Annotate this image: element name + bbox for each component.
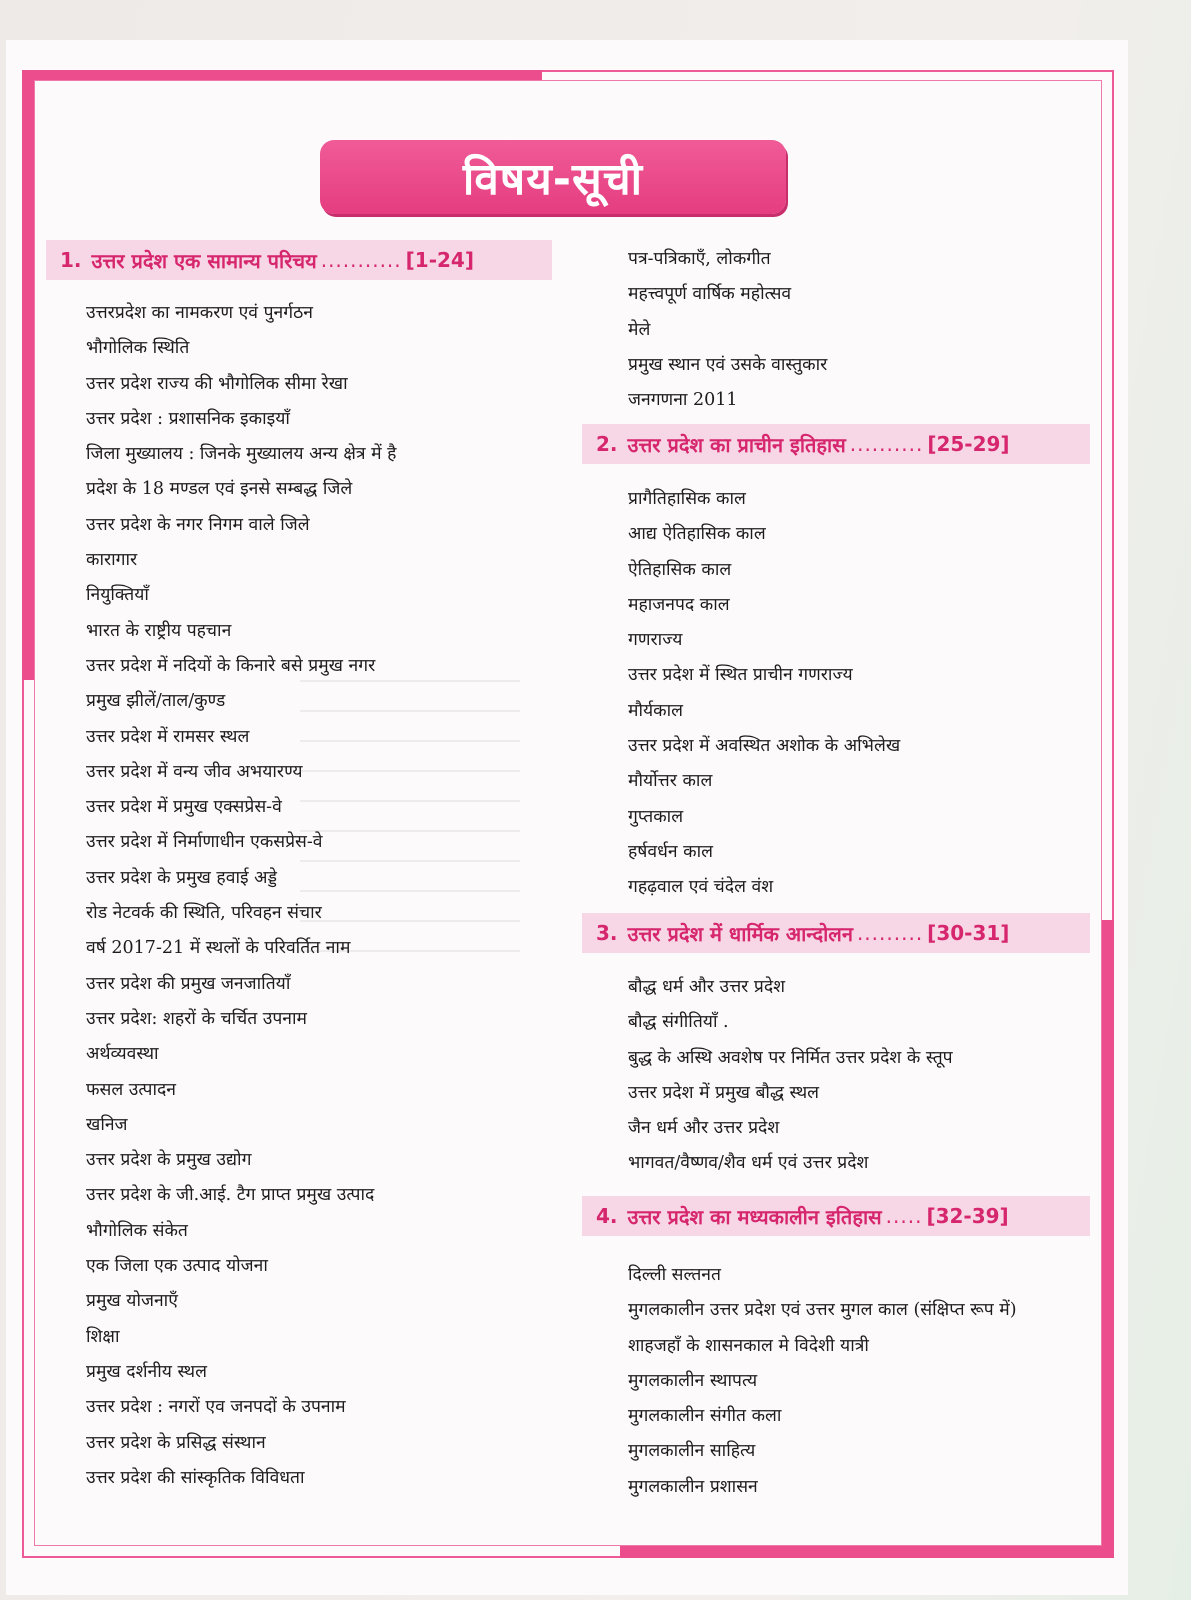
toc-entry: उत्तर प्रदेश : नगरों एव जनपदों के उपनाम: [86, 1397, 346, 1418]
section-title: उत्तर प्रदेश का मध्यकालीन इतिहास: [627, 1204, 882, 1229]
toc-entry: भारत के राष्ट्रीय पहचान: [86, 620, 232, 641]
toc-entry: प्रमुख योजनाएँ: [86, 1291, 178, 1312]
toc-entry: उत्तर प्रदेश के प्रमुख हवाई अड्डे: [86, 867, 277, 888]
toc-entry: अर्थव्यवस्था: [86, 1044, 159, 1065]
toc-entry: उत्तर प्रदेश में अवस्थित अशोक के अभिलेख: [628, 736, 901, 757]
toc-entry: फसल उत्पादन: [86, 1079, 177, 1100]
toc-entry: रोड नेटवर्क की स्थिति, परिवहन संचार: [86, 903, 322, 924]
toc-entry: खनिज: [86, 1114, 128, 1135]
section-1-continued-items: [628, 242, 827, 418]
toc-entry: जिला मुख्यालय : जिनके मुख्यालय अन्य क्षेत्र में है: [86, 444, 397, 465]
page-title-banner: [320, 140, 786, 214]
section-leader-dots: ...........: [320, 248, 402, 272]
toc-entry: मेले: [628, 319, 651, 340]
toc-entry: उत्तर प्रदेश : प्रशासनिक इकाइयाँ: [86, 408, 290, 429]
section-pages: [30-31]: [927, 921, 1010, 945]
section-title: उत्तर प्रदेश में धार्मिक आन्दोलन: [627, 921, 853, 946]
toc-entry: प्रमुख झीलें/ताल/कुण्ड: [86, 691, 226, 712]
toc-entry: बौद्ध धर्म और उत्तर प्रदेश: [628, 977, 786, 997]
section-number: 1.: [60, 248, 82, 272]
toc-entry: गहढ़वाल एवं चंदेल वंश: [628, 877, 774, 898]
toc-entry: उत्तर प्रदेश राज्य की भौगोलिक सीमा रेखा: [86, 373, 348, 394]
toc-entry: जैन धर्म और उत्तर प्रदेश: [628, 1118, 780, 1139]
toc-entry: उत्तर प्रदेश में रामसर स्थल: [86, 726, 250, 747]
toc-entry: उत्तर प्रदेश में स्थित प्राचीन गणराज्य: [628, 665, 853, 686]
toc-entry: उत्तर प्रदेश में प्रमुख बौद्ध स्थल: [628, 1082, 820, 1103]
toc-entry: मौर्यकाल: [628, 700, 683, 721]
toc-entry: मुगलकालीन स्थापत्य: [628, 1370, 758, 1391]
toc-entry: शिक्षा: [86, 1326, 120, 1347]
toc-entry: उत्तर प्रदेश में निर्माणाधीन एकसप्रेस-वे: [86, 832, 323, 853]
toc-entry: उत्तर प्रदेश में नदियों के किनारे बसे प्रमुख नगर: [86, 655, 376, 676]
border-band-left: [22, 70, 34, 680]
toc-entry: प्रमुख दर्शनीय स्थल: [86, 1361, 207, 1382]
toc-entry: भागवत/वैष्णव/शैव धर्म एवं उत्तर प्रदेश: [628, 1153, 869, 1174]
toc-entry: उत्तर प्रदेश के प्रसिद्ध संस्थान: [86, 1432, 266, 1453]
toc-entry: महत्त्वपूर्ण वार्षिक महोत्सव: [628, 284, 792, 305]
section-title: उत्तर प्रदेश का प्राचीन इतिहास: [627, 432, 846, 457]
toc-entry: महाजनपद काल: [628, 594, 730, 615]
toc-entry: प्रागैतिहासिक काल: [628, 489, 746, 509]
toc-entry: आद्य ऐतिहासिक काल: [628, 524, 766, 545]
section-number: 2.: [596, 432, 618, 456]
page-title: विषय-सूची: [462, 154, 644, 205]
toc-entry: जनगणना 2011: [628, 390, 738, 411]
border-band-right: [1102, 920, 1114, 1558]
toc-entry: उत्तर प्रदेश की प्रमुख जनजातियाँ: [86, 973, 291, 994]
border-band-bottom: [620, 1546, 1114, 1558]
section-heading-4: [582, 1196, 1090, 1236]
toc-entry: प्रमुख स्थान एवं उसके वास्तुकार: [628, 354, 828, 375]
toc-entry: पत्र-पत्रिकाएँ, लोकगीत: [628, 249, 771, 269]
toc-entry: प्रदेश के 18 मण्डल एवं इनसे सम्बद्ध जिले: [86, 479, 353, 500]
section-leader-dots: .........: [856, 921, 924, 945]
toc-entry: वर्ष 2017-21 में स्थलों के परिवर्तित नाम: [86, 938, 351, 959]
toc-entry: उत्तर प्रदेश में वन्य जीव अभयारण्य: [86, 761, 303, 782]
toc-entry: कारागार: [86, 550, 138, 571]
toc-entry: एक जिला एक उत्पाद योजना: [86, 1256, 268, 1277]
section-number: 4.: [596, 1204, 618, 1228]
toc-entry: शाहजहाँ के शासनकाल मे विदेशी यात्री: [628, 1335, 869, 1356]
section-heading-2: [582, 424, 1090, 464]
toc-entry: गणराज्य: [628, 630, 683, 651]
section-heading-1: [46, 240, 552, 280]
toc-entry: नियुक्तियाँ: [86, 585, 149, 606]
toc-entry: उत्तर प्रदेश के नगर निगम वाले जिले: [86, 514, 310, 535]
section-pages: [1-24]: [405, 248, 474, 272]
section-heading-3: [582, 913, 1090, 953]
section-number: 3.: [596, 921, 618, 945]
section-title: उत्तर प्रदेश एक सामान्य परिचय: [91, 248, 317, 273]
section-4-items: [628, 1258, 1017, 1505]
section-pages: [32-39]: [926, 1204, 1009, 1228]
toc-entry: उत्तर प्रदेश के जी.आई. टैग प्राप्त प्रमुख उत्पाद: [86, 1185, 375, 1206]
section-1-items: [86, 296, 396, 1496]
toc-entry: उत्तर प्रदेश में प्रमुख एक्सप्रेस-वे: [86, 797, 282, 818]
section-leader-dots: .....: [885, 1204, 923, 1228]
section-2-items: [628, 482, 900, 906]
section-leader-dots: ..........: [849, 432, 924, 456]
toc-entry: भौगोलिक संकेत: [86, 1220, 188, 1241]
section-3-items: [628, 970, 953, 1182]
section-pages: [25-29]: [927, 432, 1010, 456]
toc-entry: दिल्ली सल्तनत: [628, 1265, 721, 1285]
toc-entry: उत्तरप्रदेश का नामकरण एवं पुनर्गठन: [86, 303, 313, 323]
toc-entry: मुगलकालीन साहित्य: [628, 1441, 756, 1462]
toc-entry: भौगोलिक स्थिति: [86, 338, 190, 359]
toc-entry: ऐतिहासिक काल: [628, 559, 732, 580]
toc-entry: मुगलकालीन उत्तर प्रदेश एवं उत्तर मुगल काल (संक्षिप्त रूप में): [628, 1300, 1017, 1321]
toc-entry: गुप्तकाल: [628, 806, 684, 827]
border-band-top: [22, 70, 542, 80]
toc-entry: बौद्ध संगीतियाँ .: [628, 1012, 729, 1033]
toc-entry: उत्तर प्रदेश की सांस्कृतिक विविधता: [86, 1467, 305, 1488]
toc-entry: हर्षवर्धन काल: [628, 841, 714, 862]
toc-entry: बुद्ध के अस्थि अवशेष पर निर्मित उत्तर प्रदेश के स्तूप: [628, 1047, 953, 1068]
toc-entry: उत्तर प्रदेश के प्रमुख उद्योग: [86, 1150, 252, 1171]
toc-entry: मुगलकालीन प्रशासन: [628, 1476, 758, 1497]
toc-entry: मुगलकालीन संगीत कला: [628, 1406, 782, 1427]
toc-entry: मौर्योत्तर काल: [628, 771, 713, 792]
toc-entry: उत्तर प्रदेश: शहरों के चर्चित उपनाम: [86, 1008, 307, 1029]
